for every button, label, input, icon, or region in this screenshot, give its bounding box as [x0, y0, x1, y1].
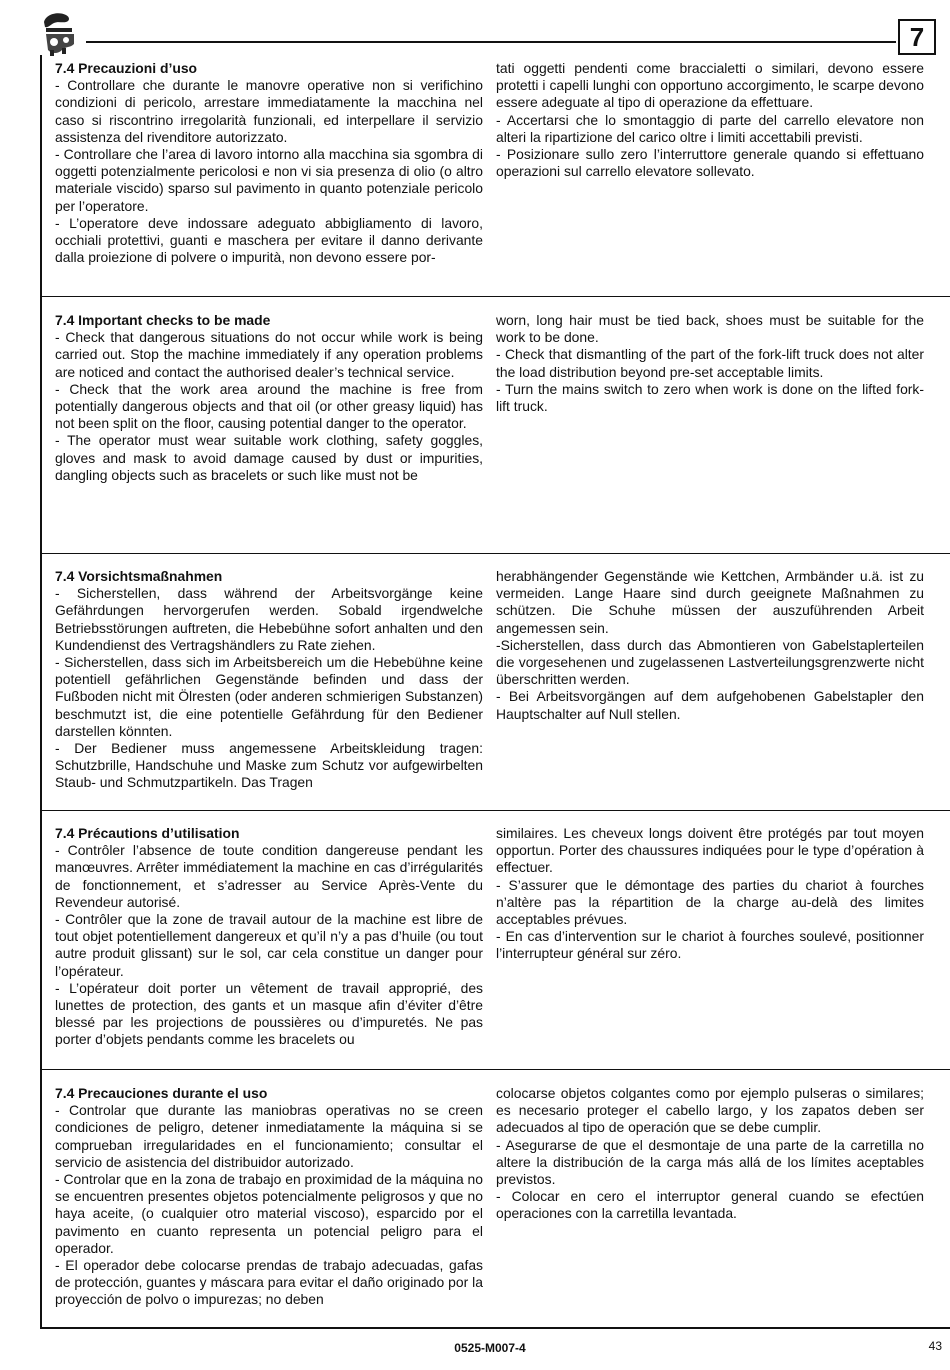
paragraph: - Turn the mains switch to zero when work is done on the lifted fork-lift truck.	[496, 380, 924, 415]
paragraph: worn, long hair must be tied back, shoes must be suitable for the work to be done.	[496, 312, 924, 346]
paragraph: - Controlar que en la zona de trabajo en proximidad de la máquina no se encuentren presentes objetos potencialmente peligrosos y que no haya aceite, (o cualquier otro material viscoso), esparcido por el pavimento en cuanto representa un potencial peligro para el operador.	[55, 1171, 483, 1256]
section-title: 7.4 Important checks to be made	[55, 312, 271, 328]
paragraph: - Controlar que durante las maniobras operativas no se creen condiciones de peligro, detener inmediatamente la máquina si se comprueban irregularidades en el funcionamiento; consultar el servicio de asistencia del distribuidor autorizado.	[55, 1102, 483, 1170]
section-divider	[42, 553, 950, 554]
paragraph: - Der Bediener muss angemessene Arbeitskleidung tragen: Schutzbrille, Handschuhe und Maske zum Schutz vor aufgewirbelten Staub- und Schmutzpartikeln. Das Tragen	[55, 740, 483, 791]
paragraph: - Check that dismantling of the part of the fork-lift truck does not alter the load distribution beyond pre-set acceptable limits.	[496, 346, 924, 380]
section-left-column	[55, 825, 483, 1049]
brand-logo	[40, 12, 80, 56]
paragraph: - The operator must wear suitable work clothing, safety goggles, gloves and mask to avoid damage caused by dust or impurities, dangling objects such as bracelets or such like must not be	[55, 432, 483, 483]
section-right-column	[496, 312, 924, 415]
paragraph: -Sicherstellen, dass durch das Abmontieren von Gabelstaplerteilen die vorgesehenen und zugelassenen Lastverteilungsgrenzwerte nicht überschritten werden.	[496, 636, 924, 688]
section-right-column	[496, 60, 924, 180]
paragraph: - Controllare che l’area di lavoro intorno alla macchina sia sgombra di oggetti potenzialmente pericolosi e non vi sia presenza di olio (o altro materiale viscido) sparso sul pavimento in quanto potenziale pericolo per l’operatore.	[55, 146, 483, 214]
paragraph: similaires. Les cheveux longs doivent être protégés par tout moyen opportun. Porter des chaussures indiquées pour le type d’opération à effectuer.	[496, 825, 924, 876]
section-divider	[42, 810, 950, 811]
paragraph: - Controllare che durante le manovre operative non si verifichino condizioni di pericolo, arrestare immediatamente la macchina nel caso si riscontrino irregolarità funzionali, ed interpellare il servizio assistenza del rivenditore autorizzato.	[55, 77, 483, 145]
section-left-column	[55, 568, 483, 792]
paragraph: - Sicherstellen, dass während der Arbeitsvorgänge keine Gefährdungen hervorgerufen werden. Sobald irgendwelche Betriebsstörungen auftreten, die Hebebühne sofort anhalten und den Kundendienst des Vertragshändlers zu Rate ziehen.	[55, 585, 483, 653]
paragraph: - Contrôler que la zone de travail autour de la machine est libre de tout objet potentiellement dangereux et qu’il n’y a pas d’huile (ou tout autre produit glissant) sur le sol, car cela constitue un danger pour l’opérateur.	[55, 911, 483, 979]
section-right-column	[496, 1085, 924, 1223]
paragraph: colocarse objetos colgantes como por ejemplo pulseras o similares; es necesario proteger el cabello largo, y los zapatos deben ser adecuados al tipo de operación que se debe cumplir.	[496, 1085, 924, 1136]
document-code: 0525-M007-4	[454, 1341, 526, 1355]
paragraph: - Bei Arbeitsvorgängen auf dem aufgehobenen Gabelstapler den Hauptschalter auf Null stellen.	[496, 688, 924, 722]
paragraph: - El operador debe colocarse prendas de trabajo adecuadas, gafas de protección, guantes y máscara para evitar el daño originado por la proyección de polvo o impurezas; no deben	[55, 1257, 483, 1308]
chapter-number: 7	[898, 19, 936, 55]
section-right-column	[496, 568, 924, 723]
paragraph: - Check that the work area around the machine is free from potentially dangerous objects and that oil (or other greasy liquid) has not been split on the floor, causing potential danger to the operator.	[55, 380, 483, 432]
section-title: 7.4 Vorsichtsmaßnahmen	[55, 568, 223, 584]
page-number: 43	[928, 1339, 942, 1353]
section-title: 7.4 Precauzioni d’uso	[55, 60, 198, 76]
section-left-column	[55, 312, 483, 484]
paragraph: - L’operatore deve indossare adeguato abbigliamento di lavoro, occhiali protettivi, guanti e maschera per evitare il danno derivante dalla proiezione di polvere o impurità, non devono essere por-	[55, 214, 483, 266]
section-right-column	[496, 825, 924, 963]
paragraph: - Contrôler l’absence de toute condition dangereuse pendant les manœuvres. Arrêter immédiatement la machine en cas d’irrégularités de fonctionnement, et s’adresser au Service Après-Vente du Revendeur autorisé.	[55, 842, 483, 910]
paragraph: - Colocar en cero el interruptor general cuando se efectúen operaciones con la carretilla levantada.	[496, 1188, 924, 1222]
paragraph: - Posizionare sullo zero l’interruttore generale quando si effettuano operazioni sul carrello elevatore sollevato.	[496, 146, 924, 180]
paragraph: - Check that dangerous situations do not occur while work is being carried out. Stop the machine immediately if any operation problems are noticed and contact the authorised dealer’s technical service.	[55, 329, 483, 380]
section-divider	[42, 296, 950, 297]
header-rule	[86, 41, 896, 43]
section-title: 7.4 Precauciones durante el uso	[55, 1085, 268, 1101]
paragraph: - S’assurer que le démontage des parties du chariot à fourches n’altère pas la répartition de la charge au-delà des limites acceptables prévues.	[496, 876, 924, 928]
paragraph: tati oggetti pendenti come braccialetti o similari, devono essere protetti i capelli lunghi con opportuno accorgimento, le scarpe devono essere adeguate al tipo di operazione da effettuare.	[496, 60, 924, 111]
section-title: 7.4 Précautions d’utilisation	[55, 825, 240, 841]
section-left-column	[55, 60, 483, 266]
paragraph: herabhängender Gegenstände wie Kettchen, Armbänder u.ä. ist zu vermeiden. Lange Haare sind durch geeignete Maßnahmen zu schützen. Die Schuhe müssen der auszuführenden Arbeit angemessen sein.	[496, 568, 924, 636]
paragraph: - En cas d’intervention sur le chariot à fourches soulevé, positionner l’interrupteur général sur zéro.	[496, 928, 924, 962]
paragraph: - L’opérateur doit porter un vêtement de travail approprié, des lunettes de protection, des gants et un masque afin d’éviter d’être blessé par les projections de poussières ou d’impuretés. Ne pas porter d’objets pendants comme les bracelets ou	[55, 979, 483, 1048]
paragraph: - Asegurarse de que el desmontaje de una parte de la carretilla no altere la distribución de la carga más allá de los límites aceptables previstos.	[496, 1136, 924, 1188]
paragraph: - Accertarsi che lo smontaggio di parte del carrello elevatore non alteri la ripartizione del carico oltre i limiti accettabili previsti.	[496, 111, 924, 145]
paragraph: - Sicherstellen, dass sich im Arbeitsbereich um die Hebebühne keine potentiell gefährlichen Gegenstände befinden und dass der Fußboden nicht mit Ölresten (oder anderen schmierigen Substanzen) beschmutzt ist, die eine potentielle Gefährdung für den Bediener darstellen könnten.	[55, 654, 483, 739]
section-left-column	[55, 1085, 483, 1309]
section-divider	[42, 1069, 950, 1070]
